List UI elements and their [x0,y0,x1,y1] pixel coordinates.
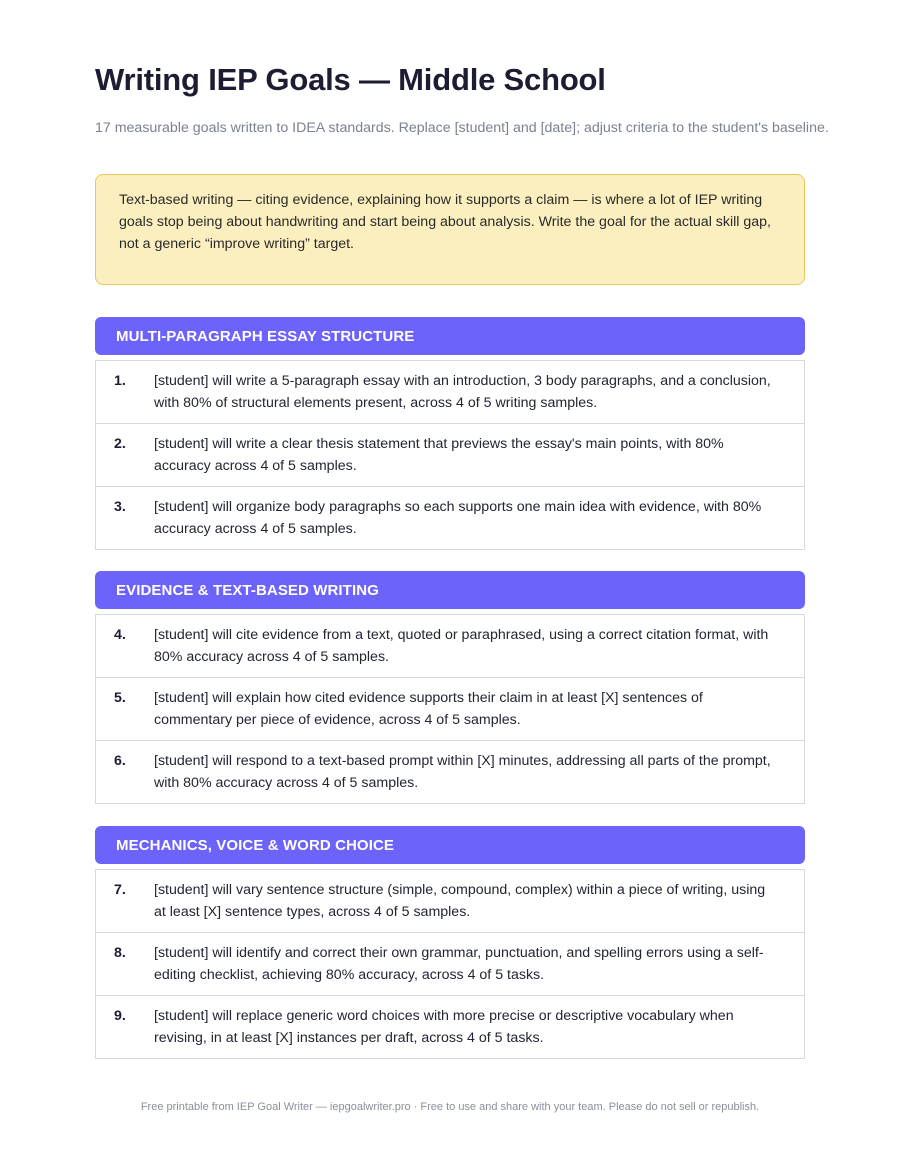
goal-text: [student] will write a clear thesis statement that previews the essay's main points, with 80% accuracy across 4 of 5 samples. [154,436,724,474]
goal-item [96,361,804,424]
goal-number: 1. [114,373,126,389]
section-evidence-writing [95,571,805,804]
goal-item [96,487,804,550]
goal-number: 4. [114,627,126,643]
goal-number: 8. [114,945,126,961]
goal-item [96,615,804,678]
goal-number: 3. [114,499,126,515]
goal-text: [student] will cite evidence from a text, quoted or paraphrased, using a correct citation format, with 80% accuracy across 4 of 5 samples. [154,627,769,665]
goal-text: [student] will respond to a text-based prompt within [X] minutes, addressing all parts of the prompt, with 80% accuracy across 4 of 5 samples. [154,753,771,791]
goal-text: [student] will write a 5-paragraph essay with an introduction, 3 body paragraphs, and a conclusion, with 80% of structural elements present, across 4 of 5 writing samples. [154,373,771,411]
section-mechanics-voice [95,826,805,1059]
goal-item [96,870,804,933]
goal-list [95,869,805,1059]
goal-number: 5. [114,690,126,706]
goal-item [96,424,804,487]
goal-text: [student] will organize body paragraphs so each supports one main idea with evidence, with 80% accuracy across 4 of 5 samples. [154,499,762,537]
goal-text: [student] will vary sentence structure (simple, compound, complex) within a piece of writing, using at least [X] sentence types, across 4 of 5 samples. [154,882,766,920]
intro-callout: Text-based writing — citing evidence, explaining how it supports a claim — is where a lot of IEP writing goals stop being about handwriting and start being about analysis. Write the goal for the actual skill gap, not a generic “improve writing” target. [95,174,805,285]
page-title: Writing IEP Goals — Middle School [95,62,606,97]
section-heading: MECHANICS, VOICE & WORD CHOICE [95,826,805,864]
section-essay-structure [95,317,805,550]
goal-list [95,360,805,550]
page-subtitle: 17 measurable goals written to IDEA standards. Replace [student] and [date]; adjust criteria to the student's baseline. [95,120,829,136]
goal-text: [student] will explain how cited evidence supports their claim in at least [X] sentences of commentary per piece of evidence, across 4 of 5 samples. [154,690,703,728]
section-heading: EVIDENCE & TEXT-BASED WRITING [95,571,805,609]
goal-text: [student] will replace generic word choices with more precise or descriptive vocabulary when revising, in at least [X] instances per draft, across 4 of 5 tasks. [154,1008,734,1046]
goal-number: 2. [114,436,126,452]
footer-note: Free printable from IEP Goal Writer — iepgoalwriter.pro · Free to use and share with your team. Please do not sell or republish. [140,1101,760,1113]
section-heading: MULTI-PARAGRAPH ESSAY STRUCTURE [95,317,805,355]
goal-item [96,933,804,996]
goal-list [95,614,805,804]
goal-item [96,678,804,741]
goal-text: [student] will identify and correct their own grammar, punctuation, and spelling errors using a self-editing checklist, achieving 80% accuracy, across 4 of 5 tasks. [154,945,764,983]
goal-number: 9. [114,1008,126,1024]
goal-number: 6. [114,753,126,769]
goal-item [96,741,804,804]
goal-number: 7. [114,882,126,898]
goal-item [96,996,804,1059]
